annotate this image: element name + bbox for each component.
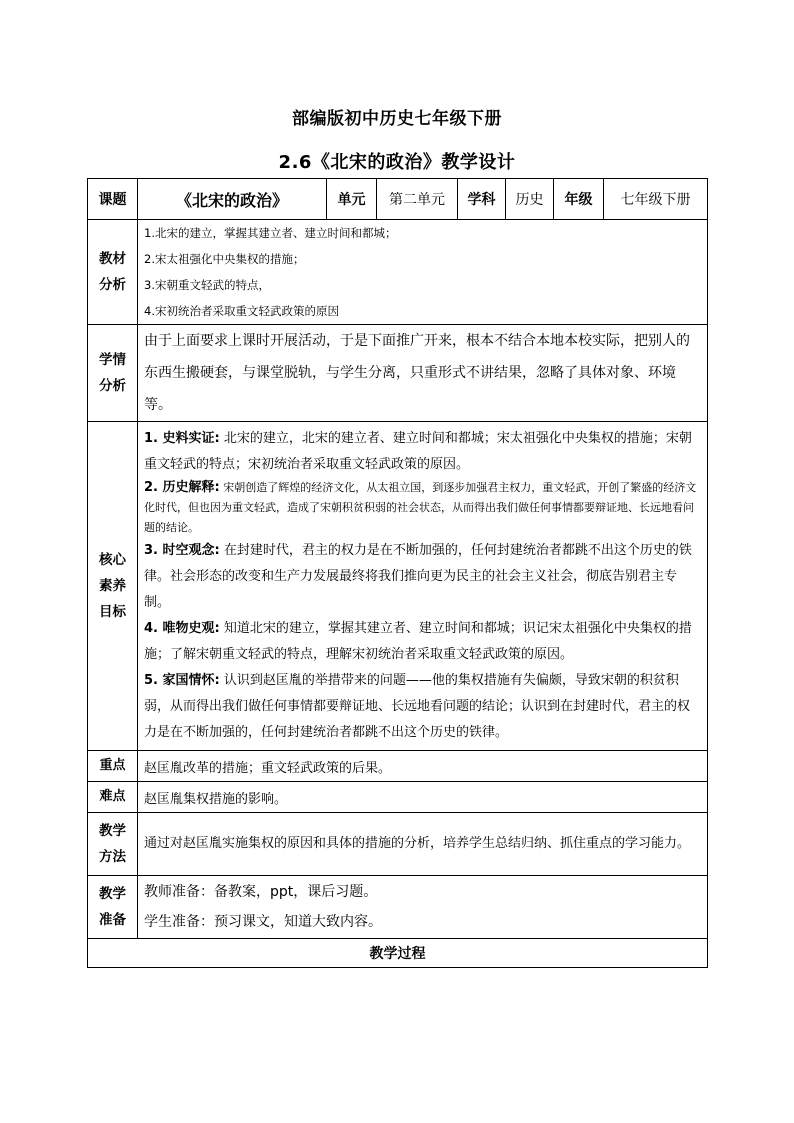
difficulty-row [88,782,708,813]
students-content: 由于上面要求上课时开展活动，于是下面推广开来，根本不结合本地本校实际，把别人的东西生搬硬套，与课堂脱轨，与学生分离，只重形式不讲结果，忽略了具体对象、环境等。 [138,325,708,422]
core-item: 4. 唯物史观: 知道北宋的建立，掌握其建立者、建立时间和都城；识记宋太祖强化中央集权的措施；了解宋朝重文轻武的特点，理解宋初统治者采取重文轻武政策的原因。 [144,621,692,662]
topic-row [88,179,708,220]
core-item: 2. 历史解释: 宋朝创造了辉煌的经济文化，从太祖立国，到逐步加强君主权力，重文轻武，开创了繁盛的经济文化时代，但也因为重文轻武，造成了宋朝积贫积弱的社会状态，从而得出我们做任何事情都要辩证地、长远地看问题的结论。 [144,480,697,534]
key-point-row [88,751,708,782]
core-item: 3. 时空观念: 在封建时代，君主的权力是在不断加强的，任何封建统治者都跳不出这个历史的铁律。社会形态的改变和生产力发展最终将我们推向更为民主的社会主义社会，彻底告别君主专制。 [144,543,692,610]
prep-teacher: 教师准备：备教案，ppt，课后习题。 [144,884,378,900]
prep-student: 学生准备：预习课文，知道大致内容。 [144,914,382,930]
method-label: 教学 方法 [88,813,138,876]
material-content [138,220,708,325]
unit-value: 第二单元 [377,179,458,220]
unit-label: 单元 [327,179,377,220]
grade-label: 年级 [554,179,604,220]
topic-label: 课题 [88,179,138,220]
process-row [88,939,708,968]
core-item: 1. 史料实证: 北宋的建立，北宋的建立者、建立时间和都城；宋太祖强化中央集权的措施；宋朝重文轻武的特点；宋初统治者采取重文轻武政策的原因。 [144,431,692,472]
process-heading: 教学过程 [88,939,708,968]
material-item: 1.北宋的建立，掌握其建立者、建立时间和都城； [144,226,397,240]
grade-value: 七年级下册 [604,179,708,220]
document-title: 部编版初中历史七年级下册 [292,109,502,129]
material-row [88,220,708,325]
core-content [138,422,708,751]
prep-label: 教学 准备 [88,876,138,939]
subject-label: 学科 [458,179,506,220]
core-item: 5. 家国情怀: 认识到赵匡胤的举措带来的问题——他的集权措施有失偏颇，导致宋朝的积贫积弱，从而得出我们做任何事情都要辩证地、长远地看问题的结论；认识到在封建时代，君主的权力是在不断加强的，任何封建统治者都跳不出这个历史的铁律。 [144,673,691,740]
core-label: 核心 素养 目标 [88,422,138,751]
core-row [88,422,708,751]
topic-value: 《北宋的政治》 [138,179,327,220]
material-item: 2.宋太祖强化中央集权的措施； [144,252,305,266]
students-row [88,325,708,422]
key-point-label: 重点 [88,751,138,782]
material-item: 4.宋初统治者采取重文轻武政策的原因 [144,304,339,318]
method-row [88,813,708,876]
subject-value: 历史 [506,179,554,220]
difficulty-content: 赵匡胤集权措施的影响。 [138,782,708,813]
prep-row [88,876,708,939]
difficulty-label: 难点 [88,782,138,813]
lesson-plan-table [87,178,708,968]
key-point-content: 赵匡胤改革的措施；重文轻武政策的后果。 [138,751,708,782]
lesson-title: 2.6《北宋的政治》教学设计 [278,152,516,173]
material-label: 教材 分析 [88,220,138,325]
material-item: 3.宋朝重文轻武的特点， [144,278,270,292]
prep-content [138,876,708,939]
students-label: 学情 分析 [88,325,138,422]
method-content: 通过对赵匡胤实施集权的原因和具体的措施的分析，培养学生总结归纳、抓住重点的学习能力。 [138,813,708,876]
